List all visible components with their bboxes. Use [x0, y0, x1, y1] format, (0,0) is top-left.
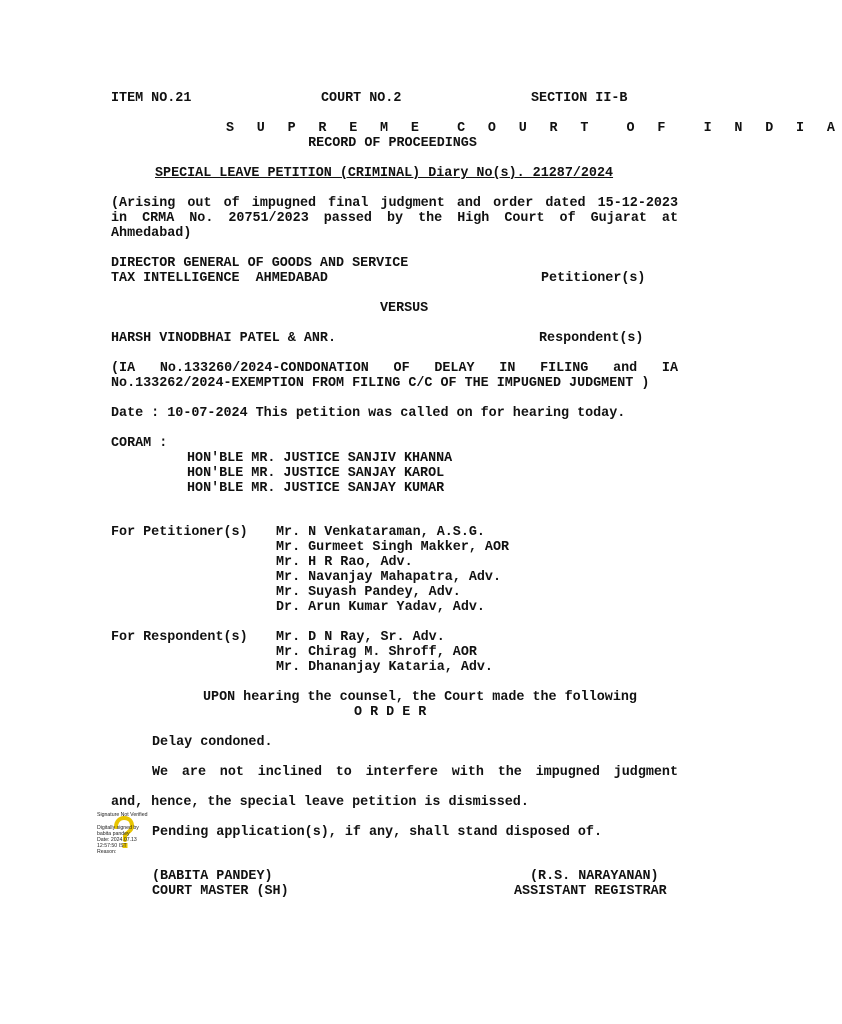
court-number: COURT NO.2 [321, 91, 402, 106]
respondent-label: Respondent(s) [539, 331, 644, 346]
sig-line-3: babita pandey [97, 831, 130, 837]
respondent-counsel-2: Mr. Chirag M. Shroff, AOR [276, 645, 477, 660]
respondent-counsel-1: Mr. D N Ray, Sr. Adv. [276, 630, 445, 645]
ia-line-2: No.133262/2024-EXEMPTION FROM FILING C/C OF THE IMPUGNED JUDGMENT ) [111, 376, 650, 391]
sig-line-6: Reason: [97, 849, 117, 855]
arising-line-1: (Arising out of impugned final judgment and order dated 15-12-2023 [111, 196, 678, 211]
case-title: SPECIAL LEAVE PETITION (CRIMINAL) Diary No(s). 21287/2024 [155, 166, 614, 181]
sig-line-5: 12:57:50 IST [97, 843, 127, 849]
arising-line-3: Ahmedabad) [111, 226, 192, 241]
order-heading: O R D E R [354, 705, 427, 720]
respondent-counsel-label: For Respondent(s) [111, 630, 248, 645]
ia-line-1: (IA No.133260/2024-CONDONATION OF DELAY IN FILING and IA [111, 361, 678, 376]
petitioner-counsel-6: Dr. Arun Kumar Yadav, Adv. [276, 600, 485, 615]
right-signatory-name: (R.S. NARAYANAN) [530, 869, 659, 884]
judge-1: HON'BLE MR. JUSTICE SANJIV KHANNA [187, 451, 453, 466]
left-signatory-title: COURT MASTER (SH) [152, 884, 289, 899]
petitioner-counsel-2: Mr. Gurmeet Singh Makker, AOR [276, 540, 510, 555]
respondent-counsel-3: Mr. Dhananjay Kataria, Adv. [276, 660, 493, 675]
upon-hearing: UPON hearing the counsel, the Court made the following [203, 690, 637, 705]
record-of-proceedings: RECORD OF PROCEEDINGS [308, 136, 477, 151]
order-para-1: Delay condoned. [152, 735, 273, 750]
respondent-name: HARSH VINODBHAI PATEL & ANR. [111, 331, 336, 346]
sig-line-2: Digitally signed by [97, 825, 139, 831]
hearing-date: Date : 10-07-2024 This petition was called on for hearing today. [111, 406, 626, 421]
order-para-2-line-2: and, hence, the special leave petition is dismissed. [111, 795, 529, 810]
right-signatory-title: ASSISTANT REGISTRAR [514, 884, 667, 899]
petitioner-name-line-2: TAX INTELLIGENCE AHMEDABAD [111, 271, 328, 286]
versus: VERSUS [380, 301, 429, 316]
order-para-2-line-1: We are not inclined to interfere with the impugned judgment [152, 765, 678, 780]
petitioner-counsel-1: Mr. N Venkataraman, A.S.G. [276, 525, 485, 540]
court-name: S U P R E M E C O U R T O F I N D I A [226, 121, 842, 136]
petitioner-name-line-1: DIRECTOR GENERAL OF GOODS AND SERVICE [111, 256, 409, 271]
judge-2: HON'BLE MR. JUSTICE SANJAY KAROL [187, 466, 445, 481]
sig-line-4: Date: 2024.07.13 [97, 837, 137, 843]
petitioner-counsel-label: For Petitioner(s) [111, 525, 248, 540]
item-number: ITEM NO.21 [111, 91, 192, 106]
left-signatory-name: (BABITA PANDEY) [152, 869, 273, 884]
arising-line-2: in CRMA No. 20751/2023 passed by the High Court of Gujarat at [111, 211, 678, 226]
order-para-3: Pending application(s), if any, shall stand disposed of. [152, 825, 602, 840]
sig-line-1: Signature Not Verified [97, 812, 148, 818]
petitioner-counsel-5: Mr. Suyash Pandey, Adv. [276, 585, 461, 600]
petitioner-label: Petitioner(s) [541, 271, 646, 286]
section: SECTION II-B [531, 91, 628, 106]
petitioner-counsel-3: Mr. H R Rao, Adv. [276, 555, 413, 570]
petitioner-counsel-4: Mr. Navanjay Mahapatra, Adv. [276, 570, 501, 585]
judge-3: HON'BLE MR. JUSTICE SANJAY KUMAR [187, 481, 445, 496]
coram-label: CORAM : [111, 436, 168, 451]
